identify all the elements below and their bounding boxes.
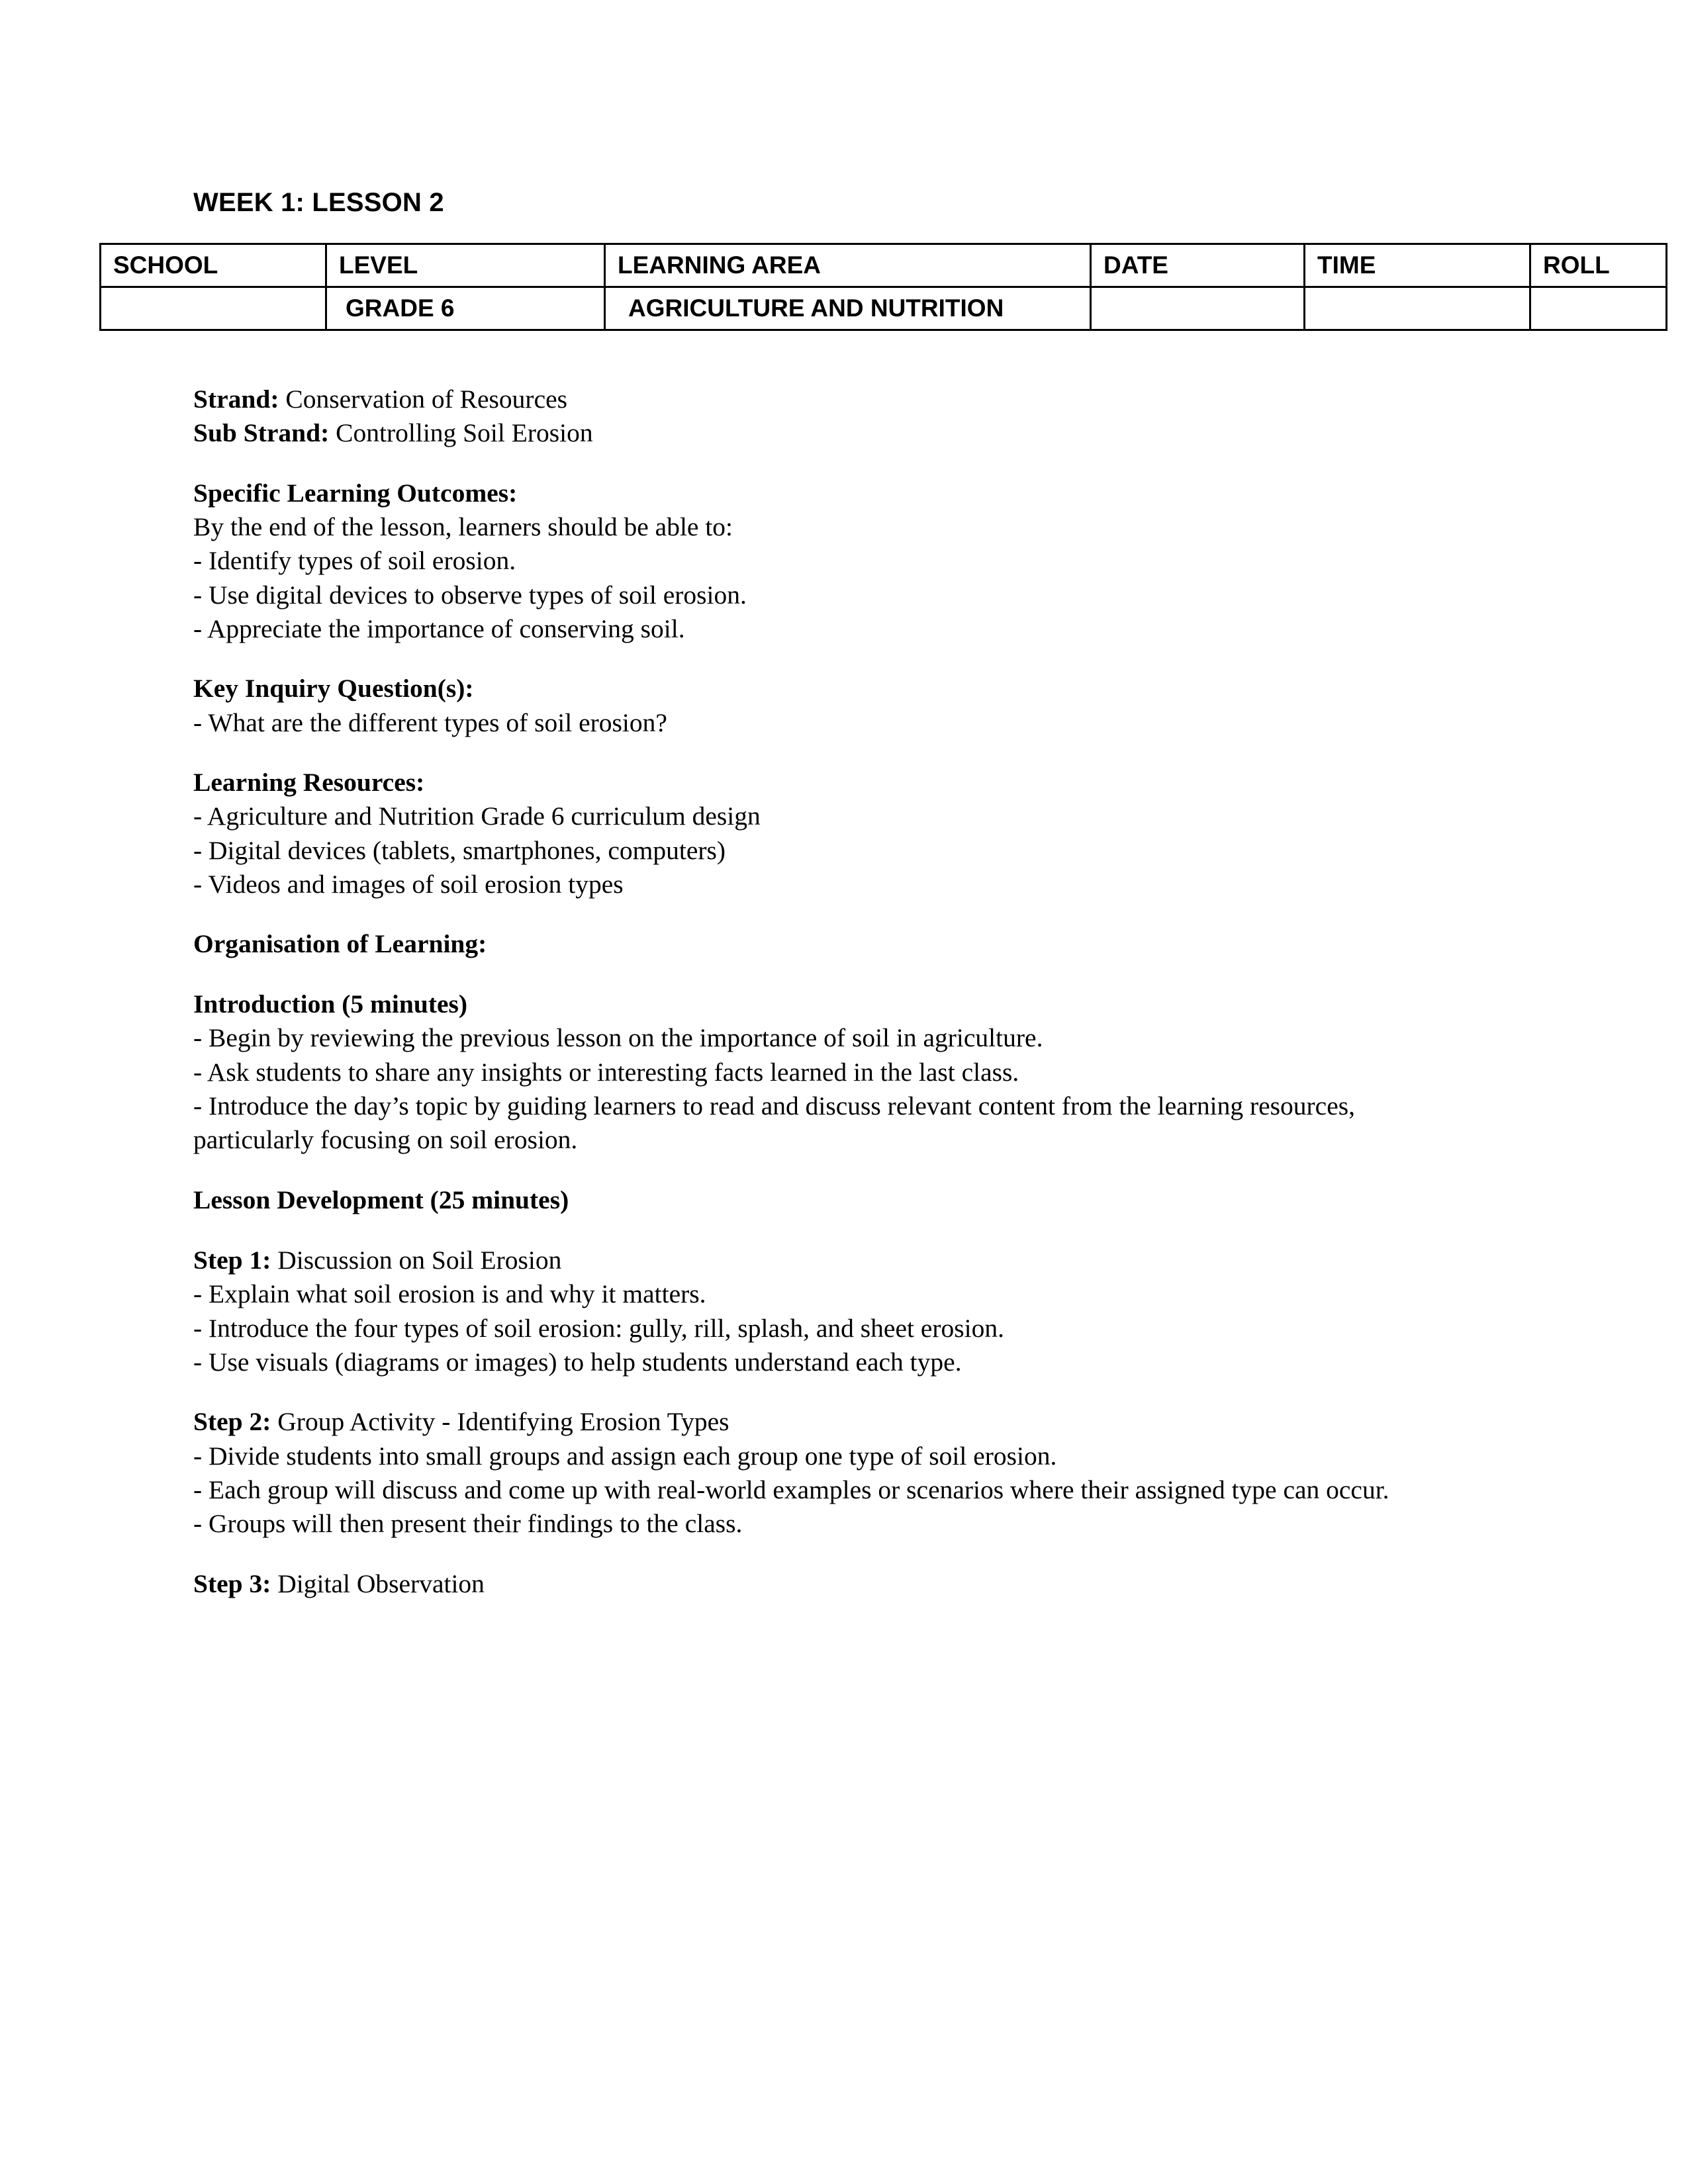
lesson-info-table (99, 243, 1667, 331)
spacer (193, 740, 1425, 766)
table-header-time: TIME (1305, 244, 1530, 287)
step-2-name: Group Activity - Identifying Erosion Types (271, 1407, 729, 1437)
section-heading-introduction: Introduction (5 minutes) (193, 989, 468, 1019)
outcomes-intro: By the end of the lesson, learners should be able to: (193, 512, 733, 542)
list-item: - Identify types of soil erosion. (193, 546, 516, 576)
spacer (193, 646, 1425, 672)
table-header-school: SCHOOL (101, 244, 326, 287)
table-header-row (101, 244, 1667, 287)
list-item: - Agriculture and Nutrition Grade 6 curriculum design (193, 801, 761, 831)
list-item: - Videos and images of soil erosion types (193, 870, 624, 899)
step-3-name: Digital Observation (271, 1569, 485, 1598)
section-heading-learning-resources: Learning Resources: (193, 768, 425, 797)
section-heading-organisation-of-learning: Organisation of Learning: (193, 929, 487, 959)
list-item: - Divide students into small groups and assign each group one type of soil erosion. (193, 1441, 1057, 1471)
section-heading-key-inquiry-questions: Key Inquiry Question(s): (193, 674, 474, 704)
table-cell-time[interactable] (1305, 287, 1530, 330)
sub-strand-label: Sub Strand: (193, 418, 330, 448)
list-item: - Introduce the four types of soil erosion: gully, rill, splash, and sheet erosion. (193, 1313, 1004, 1343)
spacer (193, 1217, 1425, 1244)
spacer (193, 962, 1425, 987)
sub-strand-line (193, 416, 1425, 450)
list-item: - Appreciate the importance of conserving soil. (193, 614, 685, 644)
spacer (193, 451, 1425, 477)
lesson-plan-body (193, 383, 1425, 1601)
table-cell-level[interactable]: GRADE 6 (326, 287, 605, 330)
section-heading-lesson-development: Lesson Development (25 minutes) (193, 1185, 569, 1214)
table-cell-school[interactable] (101, 287, 326, 330)
step-3-label: Step 3: (193, 1569, 271, 1598)
list-item: - Begin by reviewing the previous lesson on the importance of soil in agriculture. (193, 1023, 1043, 1053)
table-header-learning-area: LEARNING AREA (605, 244, 1091, 287)
spacer (193, 1158, 1425, 1183)
spacer (193, 901, 1425, 927)
table-cell-learning-area[interactable]: AGRICULTURE AND NUTRITION (605, 287, 1091, 330)
step-2-title (193, 1405, 1425, 1439)
step-2-label: Step 2: (193, 1407, 271, 1437)
spacer (193, 1379, 1425, 1405)
table-header-level: LEVEL (326, 244, 605, 287)
step-1-label: Step 1: (193, 1245, 271, 1275)
spacer (193, 1541, 1425, 1567)
step-1-name: Discussion on Soil Erosion (271, 1245, 562, 1275)
list-item: - Introduce the day’s topic by guiding learners to read and discuss relevant content from the learning resources, particularly focusing on soil erosion. (193, 1091, 1355, 1155)
strand-value: Conservation of Resources (279, 385, 568, 414)
step-3-title (193, 1567, 1425, 1601)
table-cell-date[interactable] (1091, 287, 1305, 330)
step-1-title (193, 1244, 1425, 1277)
table-row (101, 287, 1667, 330)
list-item: - Use visuals (diagrams or images) to help students understand each type. (193, 1347, 962, 1377)
table-cell-roll[interactable] (1530, 287, 1667, 330)
strand-label: Strand: (193, 385, 279, 414)
page-title: WEEK 1: LESSON 2 (193, 188, 444, 217)
sub-strand-value: Controlling Soil Erosion (329, 418, 593, 448)
strand-line (193, 383, 1425, 416)
list-item: - Digital devices (tablets, smartphones, computers) (193, 835, 726, 865)
list-item: - What are the different types of soil erosion? (193, 707, 667, 737)
list-item: - Explain what soil erosion is and why it matters. (193, 1279, 706, 1309)
list-item: - Each group will discuss and come up with real-world examples or scenarios where their assigned type can occur. (193, 1475, 1389, 1504)
section-heading-specific-learning-outcomes: Specific Learning Outcomes: (193, 478, 518, 508)
lesson-info-table-wrapper (99, 243, 1610, 331)
list-item: - Groups will then present their findings to the class. (193, 1509, 743, 1539)
list-item: - Use digital devices to observe types of soil erosion. (193, 580, 747, 610)
list-item: - Ask students to share any insights or interesting facts learned in the last class. (193, 1057, 1019, 1087)
table-header-roll: ROLL (1530, 244, 1667, 287)
table-header-date: DATE (1091, 244, 1305, 287)
